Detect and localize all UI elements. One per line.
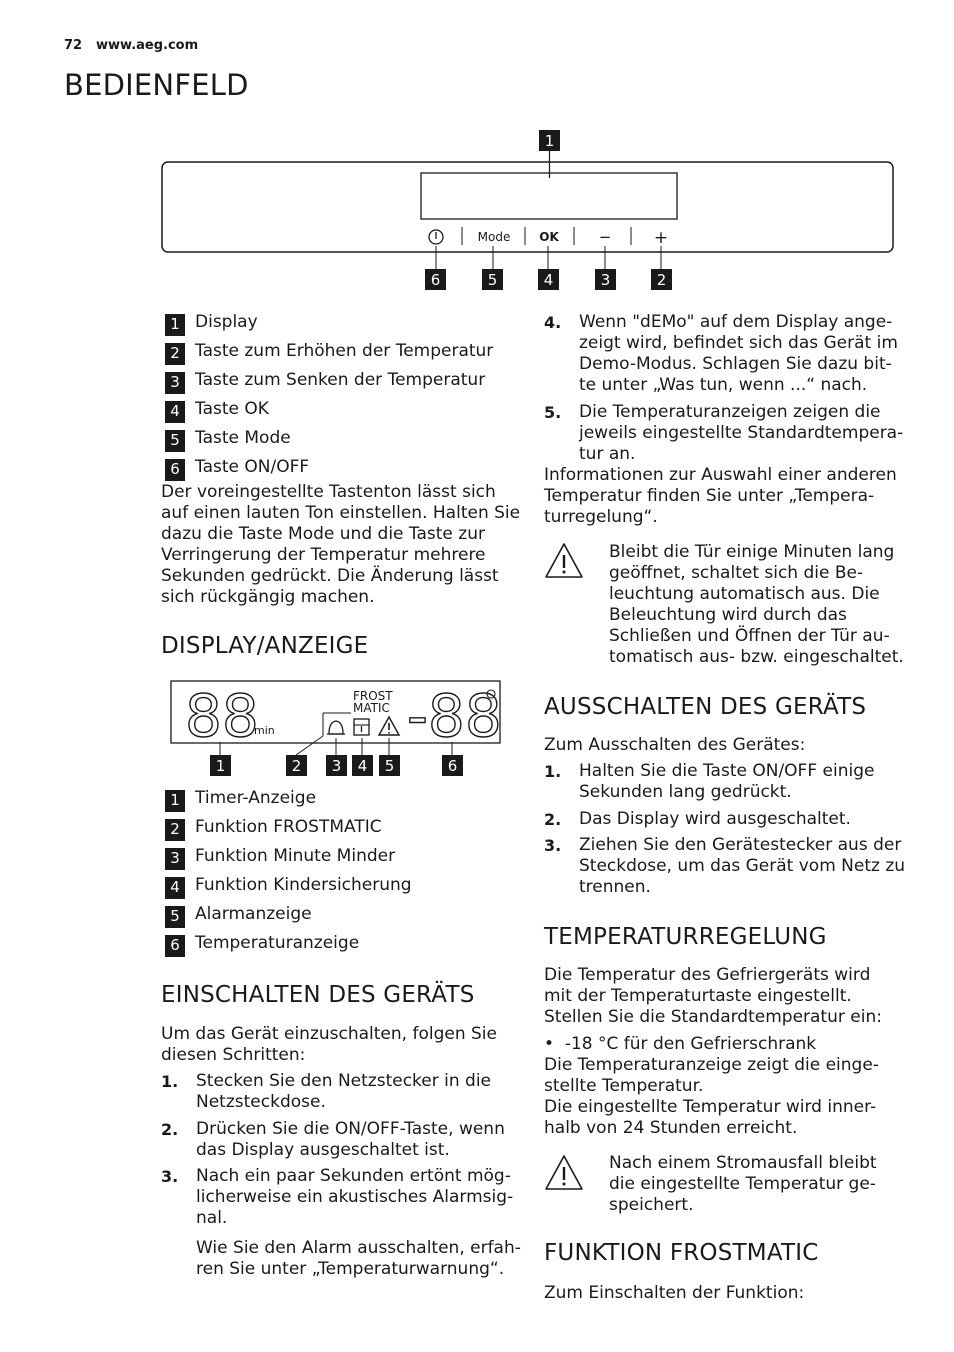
- legend-label: Taste ON/OFF: [195, 457, 310, 477]
- display-callout-1: 1: [215, 757, 226, 775]
- step-text: Ziehen Sie den Gerätestecker aus der Steckdose, um das Gerät vom Netz zu trennen.: [579, 835, 906, 897]
- einschalten-intro: Um das Gerät einzuschalten, folgen Sie diesen Schritten:: [161, 1024, 497, 1065]
- legend-badge: 3: [165, 848, 185, 870]
- legend-badge: 2: [165, 819, 185, 841]
- legend-badge: 5: [165, 906, 185, 928]
- panel-callout-6: 6: [430, 271, 441, 289]
- step-number: 3.: [161, 1167, 179, 1186]
- legend-badge: 4: [165, 877, 185, 899]
- legend-label: Display: [195, 312, 258, 332]
- legend-label: Taste zum Erhöhen der Temperatur: [195, 341, 494, 361]
- page-number: 72: [64, 38, 83, 53]
- panel-callout-2: 2: [656, 271, 667, 289]
- legend-badge: 1: [165, 790, 185, 812]
- ok-button-label: OK: [539, 230, 559, 244]
- warning-door: Bleibt die Tür einige Minuten lang geöffnet, schaltet sich die Be- leuchtung automatisch aus. Die Beleuchtung wird durch das Schließen und Öffnen der Tür au- tomatisch aus- bzw. eingeschaltet.: [609, 542, 904, 667]
- step-number: 1.: [544, 762, 562, 781]
- page-title: BEDIENFELD: [64, 68, 249, 102]
- header-url: www.aeg.com: [96, 38, 199, 53]
- display-callout-4: 4: [357, 757, 368, 775]
- control-panel-diagram: [150, 126, 910, 296]
- panel-callout-1: 1: [544, 132, 555, 150]
- legend-badge: 2: [165, 343, 185, 365]
- legend-badge: 6: [165, 459, 185, 481]
- temperatur-bullet: • -18 °C für den Gefrierschrank: [544, 1034, 817, 1054]
- minus-button-label: −: [598, 228, 612, 246]
- step-text: Nach ein paar Sekunden ertönt mög- licherweise ein akustisches Alarmsig- nal.: [196, 1166, 514, 1228]
- legend-label: Alarmanzeige: [195, 904, 312, 924]
- panel-callout-3: 3: [600, 271, 611, 289]
- frostmatic-intro: Zum Einschalten der Funktion:: [544, 1283, 805, 1303]
- panel-callout-5: 5: [487, 271, 498, 289]
- step-text: Stecken Sie den Netzstecker in die Netzsteckdose.: [196, 1071, 492, 1112]
- legend-label: Funktion Kindersicherung: [195, 875, 412, 895]
- display-diagram: [165, 676, 505, 782]
- heading-frostmatic: FUNKTION FROSTMATIC: [544, 1240, 819, 1266]
- alarm-note: Wie Sie den Alarm ausschalten, erfah- ren Sie unter „Temperaturwarnung“.: [196, 1238, 521, 1279]
- step-number: 2.: [544, 810, 562, 829]
- heading-ausschalten: AUSSCHALTEN DES GERÄTS: [544, 694, 867, 720]
- temperatur-intro: Die Temperatur des Gefriergeräts wird mit der Temperaturtaste eingestellt. Stellen Sie die Standardtemperatur ein:: [544, 965, 882, 1027]
- legend-badge: 1: [165, 314, 185, 336]
- legend-badge: 4: [165, 401, 185, 423]
- plus-button-label: +: [653, 228, 669, 248]
- heading-display: DISPLAY/ANZEIGE: [161, 633, 369, 659]
- temperatur-after: Die Temperaturanzeige zeigt die einge- stellte Temperatur. Die eingestellte Temperatur wird inner- halb von 24 Stunden erreicht.: [544, 1055, 879, 1138]
- step-text: Halten Sie die Taste ON/OFF einige Sekunden lang gedrückt.: [579, 761, 875, 802]
- bullet-icon: •: [544, 1034, 555, 1054]
- step-number: 1.: [161, 1072, 179, 1091]
- frost-label-line2: MATIC: [353, 701, 390, 715]
- warning-icon: [544, 1154, 584, 1192]
- display-digits-left: 88: [185, 682, 259, 750]
- display-callout-3: 3: [331, 757, 342, 775]
- display-callout-5: 5: [384, 757, 395, 775]
- info-paragraph: Informationen zur Auswahl einer anderen Temperatur finden Sie unter „Tempera- turregelung“.: [544, 465, 897, 527]
- legend-label: Taste zum Senken der Temperatur: [195, 370, 486, 390]
- step-text: Das Display wird ausgeschaltet.: [579, 809, 851, 829]
- panel-display: [421, 173, 677, 219]
- ausschalten-intro: Zum Ausschalten des Gerätes:: [544, 735, 806, 755]
- step-number: 3.: [544, 836, 562, 855]
- warning-icon: [544, 542, 584, 580]
- legend-label: Timer-Anzeige: [195, 788, 317, 808]
- step-number: 4.: [544, 313, 562, 332]
- warning-power-outage: Nach einem Stromausfall bleibt die eingestellte Temperatur ge- speichert.: [609, 1153, 877, 1215]
- panel-outline: [162, 162, 893, 252]
- heading-temperatur: TEMPERATURREGELUNG: [544, 924, 827, 950]
- display-callout-2: 2: [291, 757, 302, 775]
- display-callout-6: 6: [447, 757, 458, 775]
- legend-label: Funktion FROSTMATIC: [195, 817, 382, 837]
- legend-label: Temperaturanzeige: [195, 933, 360, 953]
- power-icon: [429, 230, 443, 244]
- step-text: Die Temperaturanzeigen zeigen die jeweils eingestellte Standardtempera- tur an.: [579, 402, 904, 464]
- step-number: 2.: [161, 1120, 179, 1139]
- step-text: Drücken Sie die ON/OFF-Taste, wenn das Display ausgeschaltet ist.: [196, 1119, 505, 1160]
- tone-paragraph: Der voreingestellte Tastenton lässt sich auf einen lauten Ton einstellen. Halten Sie dazu die Taste Mode und die Taste zur Verringerung der Temperatur mehrere Sekunden gedrückt. Die Änderung lässt sich rückgängig machen.: [161, 482, 521, 607]
- display-min-label: min: [254, 724, 275, 737]
- step-text: Wenn "dEMo" auf dem Display ange- zeigt wird, befindet sich das Gerät im Demo-Modus. Schlagen Sie dazu bit- te unter „Was tun, wenn ...“ nach.: [579, 312, 898, 395]
- display-digits-right: -88: [407, 682, 502, 750]
- frost-label-line1: FROST: [353, 689, 393, 703]
- legend-label: Taste OK: [195, 399, 269, 419]
- mode-button-label: Mode: [477, 230, 511, 244]
- legend-label: Funktion Minute Minder: [195, 846, 396, 866]
- legend-badge: 3: [165, 372, 185, 394]
- legend-badge: 5: [165, 430, 185, 452]
- legend-badge: 6: [165, 935, 185, 957]
- bell-icon: [329, 721, 343, 734]
- legend-label: Taste Mode: [195, 428, 291, 448]
- heading-einschalten: EINSCHALTEN DES GERÄTS: [161, 982, 475, 1008]
- step-number: 5.: [544, 403, 562, 422]
- panel-callout-4: 4: [543, 271, 554, 289]
